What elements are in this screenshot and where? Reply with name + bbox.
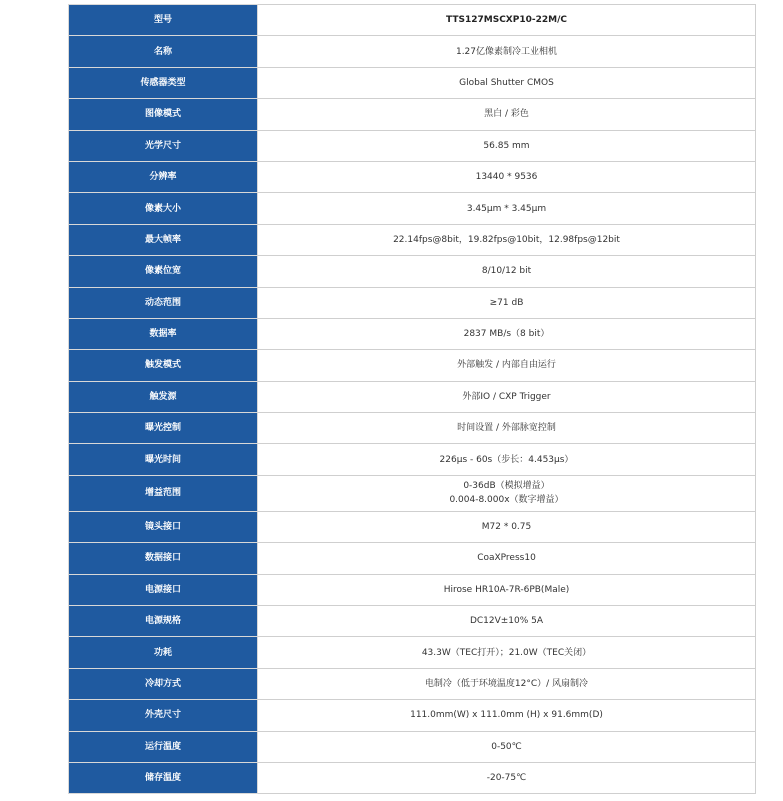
spec-label: 功耗 xyxy=(69,637,258,668)
spec-label: 镜头接口 xyxy=(69,511,258,542)
spec-label: 电源规格 xyxy=(69,606,258,637)
spec-label: 曝光时间 xyxy=(69,444,258,475)
spec-row-storage-temp xyxy=(69,762,756,793)
spec-label: 像素位宽 xyxy=(69,256,258,287)
spec-label: 分辨率 xyxy=(69,161,258,192)
spec-row-exposure-time xyxy=(69,444,756,475)
spec-label: 数据率 xyxy=(69,318,258,349)
spec-value: Hirose HR10A-7R-6PB(Male) xyxy=(258,574,756,605)
spec-row-bit-depth xyxy=(69,256,756,287)
spec-row-optical-size xyxy=(69,130,756,161)
spec-row-trigger-source xyxy=(69,381,756,412)
spec-value: DC12V±10% 5A xyxy=(258,606,756,637)
spec-row-cooling xyxy=(69,668,756,699)
spec-value: 13440 * 9536 xyxy=(258,161,756,192)
spec-row-power-spec xyxy=(69,606,756,637)
spec-value-line: 0-36dB（模拟增益） xyxy=(463,481,550,492)
spec-value: 56.85 mm xyxy=(258,130,756,161)
spec-value: 111.0mm(W) x 111.0mm (H) x 91.6mm(D) xyxy=(258,700,756,731)
spec-row-data-interface xyxy=(69,543,756,574)
spec-label: 增益范围 xyxy=(69,475,258,511)
spec-label: 数据接口 xyxy=(69,543,258,574)
spec-value: Global Shutter CMOS xyxy=(258,67,756,98)
spec-row-pixel-size xyxy=(69,193,756,224)
spec-label: 触发源 xyxy=(69,381,258,412)
spec-row-lens-mount xyxy=(69,511,756,542)
spec-value: 电制冷（低于环境温度12°C）/ 风扇制冷 xyxy=(258,668,756,699)
spec-label: 电源接口 xyxy=(69,574,258,605)
spec-label: 曝光控制 xyxy=(69,413,258,444)
spec-value: M72 * 0.75 xyxy=(258,511,756,542)
spec-row-resolution xyxy=(69,161,756,192)
spec-row-dynamic-range xyxy=(69,287,756,318)
spec-value: 0-50℃ xyxy=(258,731,756,762)
spec-label: 运行温度 xyxy=(69,731,258,762)
spec-value: CoaXPress10 xyxy=(258,543,756,574)
spec-value: 黑白 / 彩色 xyxy=(258,99,756,130)
spec-label: 传感器类型 xyxy=(69,67,258,98)
spec-label: 冷却方式 xyxy=(69,668,258,699)
spec-value: -20-75℃ xyxy=(258,762,756,793)
spec-label: 名称 xyxy=(69,36,258,67)
spec-row-power-consumption xyxy=(69,637,756,668)
spec-value-line: 0.004-8.000x（数字增益） xyxy=(449,495,564,506)
spec-table xyxy=(68,4,756,794)
spec-table-body xyxy=(69,5,756,794)
spec-value: 时间设置 / 外部脉宽控制 xyxy=(258,413,756,444)
spec-row-image-mode xyxy=(69,99,756,130)
spec-label: 触发模式 xyxy=(69,350,258,381)
spec-row-housing-size xyxy=(69,700,756,731)
spec-row-gain-range xyxy=(69,475,756,511)
spec-row-name xyxy=(69,36,756,67)
spec-row-operating-temp xyxy=(69,731,756,762)
spec-row-power-connector xyxy=(69,574,756,605)
spec-label: 动态范围 xyxy=(69,287,258,318)
spec-value: ≥71 dB xyxy=(258,287,756,318)
spec-value: 外部触发 / 内部自由运行 xyxy=(258,350,756,381)
spec-value: 外部IO / CXP Trigger xyxy=(258,381,756,412)
spec-label: 型号 xyxy=(69,5,258,36)
spec-value: 3.45μm * 3.45μm xyxy=(258,193,756,224)
spec-label: 像素大小 xyxy=(69,193,258,224)
spec-row-trigger-mode xyxy=(69,350,756,381)
spec-row-exposure-control xyxy=(69,413,756,444)
spec-row-max-frame-rate xyxy=(69,224,756,255)
spec-value: 22.14fps@8bit，19.82fps@10bit，12.98fps@12bit xyxy=(258,224,756,255)
spec-value: TTS127MSCXP10-22M/C xyxy=(258,5,756,36)
spec-value: 226μs - 60s（步长：4.453μs） xyxy=(258,444,756,475)
spec-row-data-rate xyxy=(69,318,756,349)
spec-row-model xyxy=(69,5,756,36)
spec-value: 2837 MB/s（8 bit） xyxy=(258,318,756,349)
spec-label: 图像模式 xyxy=(69,99,258,130)
spec-value: 8/10/12 bit xyxy=(258,256,756,287)
spec-label: 储存温度 xyxy=(69,762,258,793)
spec-value xyxy=(258,475,756,511)
spec-label: 最大帧率 xyxy=(69,224,258,255)
spec-value: 43.3W（TEC打开）；21.0W（TEC关闭） xyxy=(258,637,756,668)
spec-label: 外壳尺寸 xyxy=(69,700,258,731)
spec-row-sensor-type xyxy=(69,67,756,98)
spec-value: 1.27亿像素制冷工业相机 xyxy=(258,36,756,67)
spec-label: 光学尺寸 xyxy=(69,130,258,161)
